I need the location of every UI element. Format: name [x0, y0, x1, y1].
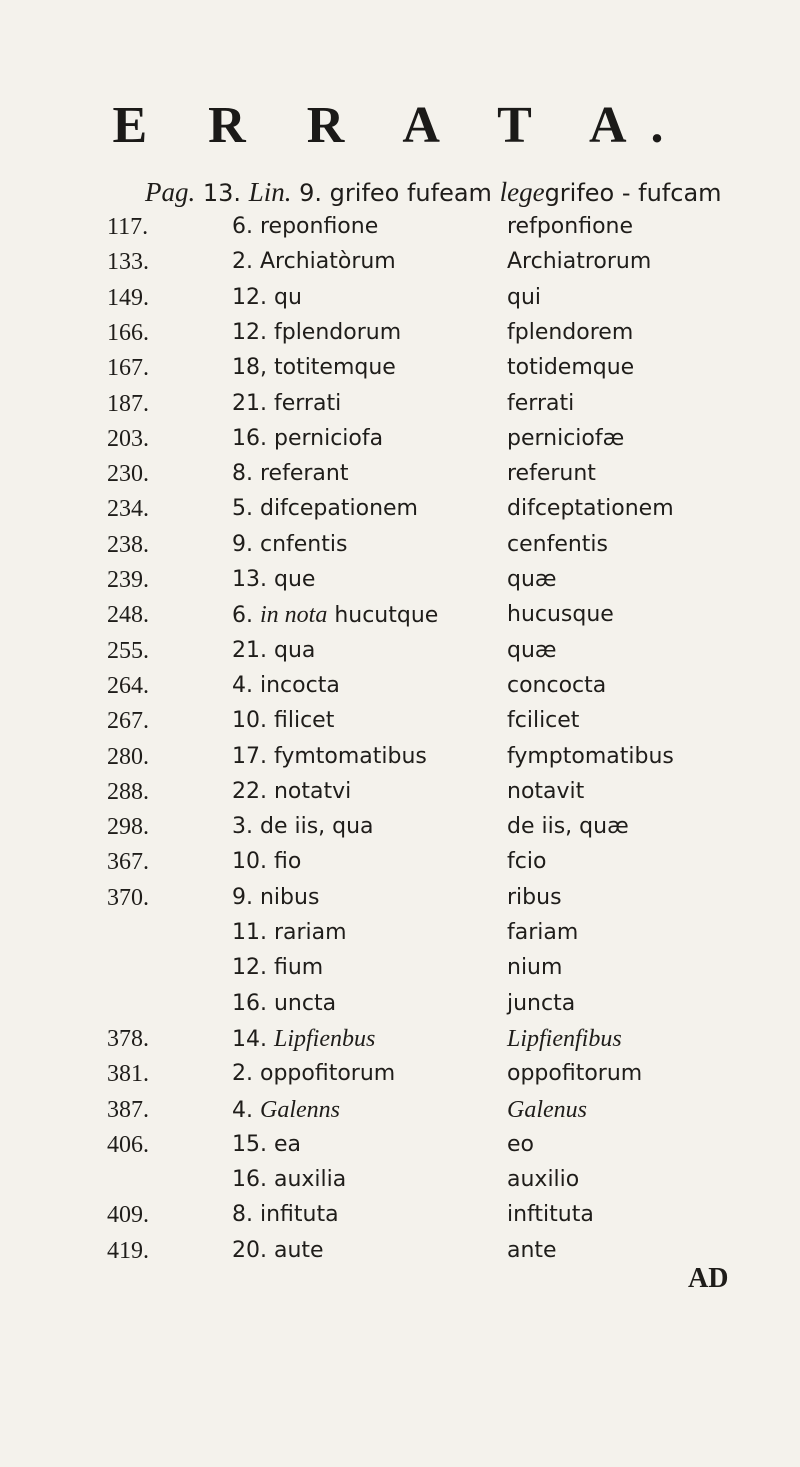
page-number: 367.	[107, 849, 149, 876]
errata-row	[0, 496, 800, 530]
erroneous-word: 6. reponfione	[232, 214, 379, 239]
errata-row	[0, 1167, 800, 1201]
errata-row	[0, 602, 800, 636]
correction-text: totidemque	[507, 355, 635, 381]
correction-text: ante	[507, 1237, 557, 1263]
page-number: 381.	[107, 1061, 149, 1088]
errata-row	[0, 1061, 800, 1095]
erroneous-word: 12. fium	[232, 955, 324, 981]
page-number: 117.	[107, 214, 149, 240]
page-number: 167.	[107, 355, 149, 382]
erroneous-word: 5. difcepationem	[232, 496, 418, 522]
page-number: 248.	[107, 602, 149, 629]
page-number: 230.	[107, 461, 149, 488]
erroneous-word: 20. aute	[232, 1237, 324, 1263]
page-number: 239.	[107, 567, 149, 593]
page-title: E R R A T A.	[112, 97, 688, 154]
lin-value: 9.	[299, 179, 323, 207]
errata-row	[0, 285, 800, 319]
erroneous-text	[232, 1238, 324, 1263]
erroneous-text	[232, 461, 348, 486]
errata-row	[0, 1026, 800, 1060]
erroneous-word: 3. de iis, qua	[232, 814, 374, 840]
erroneous-word: 12. qu	[232, 284, 302, 310]
erroneous-text	[232, 779, 351, 804]
erroneous-word: 9. nibus	[232, 884, 320, 910]
erroneous-text	[232, 532, 347, 557]
erroneous-text	[232, 320, 401, 345]
errata-row	[0, 779, 800, 813]
correction-text: fcilicet	[507, 708, 580, 734]
page-number: 133.	[107, 249, 149, 276]
erroneous-word: 16. perniciofa	[232, 425, 384, 451]
page-number: 238.	[107, 531, 149, 558]
errata-row	[0, 814, 800, 848]
erroneous-word: 10. filicet	[232, 708, 335, 734]
erroneous-word: 17. fymtomatibus	[232, 743, 427, 769]
erroneous-word: 16. uncta	[232, 990, 337, 1016]
errata-row	[0, 426, 800, 460]
erroneous-text	[232, 1061, 395, 1086]
page-number: 187.	[107, 390, 149, 417]
correction-text: Lipfienfibus	[507, 1025, 622, 1052]
erroneous-text	[232, 1202, 339, 1227]
correction-text: auxilio	[507, 1167, 580, 1193]
erroneous-text	[232, 567, 315, 592]
correction-text: fcio	[507, 849, 547, 875]
erroneous-text	[232, 1097, 340, 1124]
errata-row	[0, 885, 800, 919]
errata-row	[0, 532, 800, 566]
erroneous-text	[232, 814, 374, 839]
erroneous-word: 22. notatvi	[232, 778, 352, 804]
errata-row	[0, 920, 800, 954]
erroneous-text	[232, 355, 396, 380]
correction-text: refponfione	[507, 214, 634, 239]
page-number: 166.	[107, 319, 149, 346]
erroneous-text	[232, 849, 301, 874]
erroneous-text	[232, 391, 341, 416]
correction-text: concocta	[507, 672, 607, 698]
correction-text: referunt	[507, 461, 596, 487]
line-number: 6.	[232, 603, 260, 629]
page-number: 409.	[107, 1202, 149, 1229]
errata-row	[0, 991, 800, 1025]
header-erroneous: grifeo fufeam	[329, 179, 492, 207]
correction-text: eo	[507, 1131, 534, 1157]
errata-row	[0, 214, 800, 248]
line-number: 14.	[232, 1026, 274, 1052]
errata-row	[0, 673, 800, 707]
correction-text: Archiatrorum	[507, 249, 652, 275]
erroneous-text	[232, 638, 315, 663]
erroneous-word: 9. cnfentis	[232, 531, 348, 557]
correction-text: oppofitorum	[507, 1061, 643, 1087]
header-correct: grifeo - fufcam	[544, 179, 722, 207]
correction-text: juncta	[507, 990, 576, 1016]
erroneous-text	[232, 285, 302, 310]
erroneous-text	[232, 1132, 301, 1157]
errata-row	[0, 1238, 800, 1272]
errata-row	[0, 355, 800, 389]
page-number: 203.	[107, 425, 149, 452]
correction-text: fplendorem	[507, 319, 634, 345]
correction-text: quæ	[507, 567, 557, 592]
page-number: 264.	[107, 672, 149, 699]
correction-text: fymptomatibus	[507, 743, 674, 769]
page-number: 419.	[107, 1237, 149, 1264]
erroneous-text	[232, 602, 438, 629]
page-number: 234.	[107, 496, 149, 523]
erroneous-italic: in nota	[259, 602, 328, 629]
errata-row	[0, 708, 800, 742]
erroneous-text	[232, 1167, 346, 1192]
erroneous-text	[232, 991, 336, 1016]
erroneous-text	[232, 1026, 375, 1053]
erroneous-italic: Lipfienbus	[273, 1025, 376, 1052]
correction-text: nium	[507, 955, 563, 981]
correction-text: quæ	[507, 637, 557, 663]
correction-text: cenfentis	[507, 531, 608, 557]
page-number: 149.	[107, 284, 149, 311]
errata-row	[0, 249, 800, 283]
lin-label: Lin.	[248, 177, 292, 207]
erroneous-text	[232, 885, 319, 910]
correction-text: perniciofæ	[507, 425, 625, 451]
errata-row	[0, 1132, 800, 1166]
page-number: 387.	[107, 1096, 149, 1123]
erroneous-text	[232, 744, 427, 769]
errata-row	[0, 955, 800, 989]
erroneous-word: hucutque	[327, 603, 439, 629]
erroneous-text	[232, 249, 396, 274]
errata-row	[0, 567, 800, 601]
line-number: 4.	[232, 1097, 260, 1123]
errata-row	[0, 1097, 800, 1131]
correction-text: de iis, quæ	[507, 814, 629, 840]
page-number: 370.	[107, 884, 149, 911]
page-number: 267.	[107, 708, 149, 735]
pag-value: 13.	[202, 179, 242, 207]
errata-row	[0, 320, 800, 354]
pag-label: Pag.	[145, 177, 196, 207]
erroneous-word: 21. qua	[232, 637, 316, 663]
erroneous-text	[232, 426, 383, 451]
errata-header-line	[145, 177, 722, 208]
erroneous-word: 4. incocta	[232, 672, 340, 698]
erroneous-word: 13. que	[232, 567, 316, 592]
erroneous-italic: Galenns	[259, 1096, 340, 1123]
correction-text: qui	[507, 284, 542, 310]
errata-row	[0, 849, 800, 883]
correction-text: notavit	[507, 778, 585, 804]
correction-text: fariam	[507, 920, 579, 945]
page-number: 280.	[107, 743, 149, 770]
erroneous-text	[232, 955, 323, 980]
correction-text: Galenus	[507, 1096, 587, 1123]
correction-text: inftituta	[507, 1202, 594, 1228]
erroneous-word: 11. rariam	[232, 920, 347, 945]
errata-row	[0, 391, 800, 425]
erroneous-word: 21. ferrati	[232, 390, 342, 416]
erroneous-word: 2. Archiatòrum	[232, 249, 396, 275]
errata-row	[0, 638, 800, 672]
page-number: 298.	[107, 814, 149, 841]
erroneous-word: 2. oppofitorum	[232, 1061, 396, 1087]
page-number: 378.	[107, 1025, 149, 1052]
erroneous-word: 16. auxilia	[232, 1167, 347, 1193]
correction-text: ribus	[507, 884, 562, 910]
erroneous-word: 8. referant	[232, 461, 349, 487]
erroneous-text	[232, 673, 340, 698]
erroneous-word: 18, totitemque	[232, 355, 396, 381]
erroneous-text	[232, 920, 347, 945]
erroneous-text	[232, 708, 334, 733]
errata-row	[0, 744, 800, 778]
page-number: 288.	[107, 778, 149, 805]
lege-label: lege	[499, 177, 545, 207]
correction-text: difceptationem	[507, 496, 674, 522]
erroneous-word: 15. ea	[232, 1131, 301, 1157]
catchword: AD	[688, 1263, 729, 1294]
erroneous-word: 8. infituta	[232, 1202, 339, 1228]
errata-row	[0, 461, 800, 495]
correction-text: hucusque	[507, 602, 614, 628]
page-number: 406.	[107, 1131, 149, 1158]
errata-row	[0, 1202, 800, 1236]
erroneous-word: 10. fio	[232, 849, 302, 875]
page-number: 255.	[107, 637, 149, 664]
correction-text: ferrati	[507, 390, 575, 416]
erroneous-text	[232, 214, 378, 239]
erroneous-text	[232, 496, 418, 521]
erroneous-word: 12. fplendorum	[232, 319, 402, 345]
